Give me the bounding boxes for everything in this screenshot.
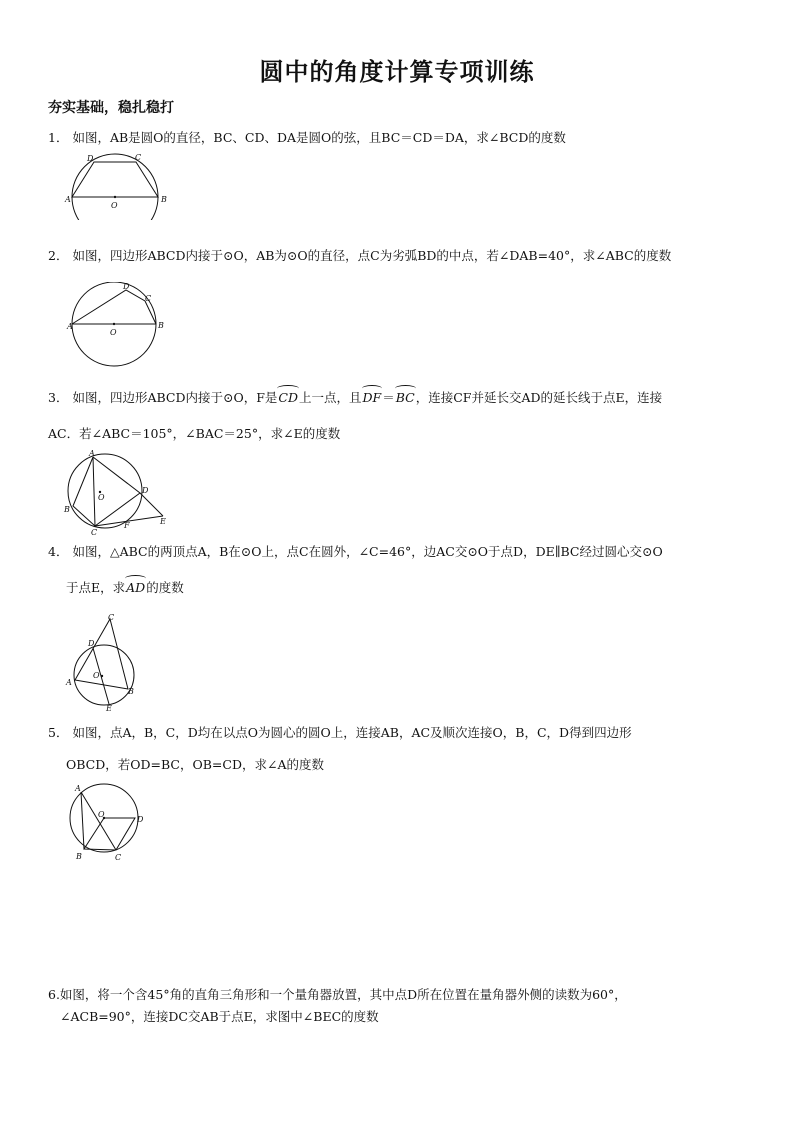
figure-q3	[60, 450, 175, 540]
question-text-part: ，连接CF并延长交AD的延长线于点E，连接	[415, 390, 663, 405]
label-b: B	[128, 687, 134, 696]
arc-label: AD	[126, 580, 146, 595]
question-number: 2．	[48, 248, 69, 263]
label-c: C	[91, 528, 98, 537]
label-a: A	[65, 195, 71, 204]
question-number: 3．	[48, 390, 69, 405]
label-e: E	[106, 704, 112, 712]
label-f: F	[124, 521, 130, 530]
question-text-line2: OBCD，若OD=BC，OB=CD，求∠A的度数	[66, 757, 324, 772]
question-text: 如图，AB是圆O的直径，BC、CD、DA是圆O的弦，且BC＝CD＝DA，求∠BCD的度数	[72, 130, 566, 145]
question-text: 6.如图，将一个含45°角的直角三角形和一个量角器放置，其中点D所在位置在量角器外侧的读数为60°，	[48, 987, 627, 1002]
label-d: D	[88, 639, 95, 648]
label-o: O	[93, 671, 100, 680]
figure-q1	[60, 150, 170, 220]
figure-q5	[64, 780, 154, 865]
question-text-part: 于点E，求	[66, 580, 126, 595]
label-b: B	[64, 505, 70, 514]
label-o: O	[98, 493, 105, 502]
label-e: E	[160, 517, 166, 526]
arc-label: DF	[362, 390, 382, 405]
question-text: 如图，△ABC的两顶点A，B在⊙O上，点C在圆外，∠C=46°，边AC交⊙O于点D，DE∥BC经过圆心交⊙O	[72, 544, 663, 559]
question-text-part: 上一点，且	[298, 390, 362, 405]
arc-label: CD	[278, 390, 298, 405]
figure-q4	[62, 612, 152, 712]
question-5	[48, 725, 758, 773]
question-text-line2: AC．若∠ABC＝105°，∠BAC＝25°，求∠E的度数	[48, 426, 341, 441]
label-b: B	[158, 321, 164, 330]
question-text: 如图，四边形ABCD内接于⊙O，AB为⊙O的直径，点C为劣弧BD的中点，若∠DAB=40°，求∠ABC的度数	[72, 248, 672, 263]
label-a: A	[75, 784, 81, 793]
label-a: A	[89, 450, 95, 458]
question-2	[48, 248, 748, 264]
label-b: B	[161, 195, 167, 204]
label-b: B	[76, 852, 82, 861]
label-o: O	[98, 810, 105, 819]
label-o: O	[110, 328, 117, 337]
label-c: C	[145, 294, 152, 303]
label-d: D	[87, 154, 94, 163]
question-number: 5．	[48, 725, 69, 740]
question-text-line2: ∠ACB=90°，连接DC交AB于点E，求图中∠BEC的度数	[60, 1009, 379, 1024]
question-text-part: 如图，四边形ABCD内接于⊙O，F是	[72, 390, 278, 405]
question-number: 1．	[48, 130, 69, 145]
label-c: C	[115, 853, 122, 862]
label-c: C	[108, 613, 115, 622]
label-a: A	[66, 678, 72, 687]
label-d: D	[142, 486, 149, 495]
question-number: 4．	[48, 544, 69, 559]
equals-sign: ＝	[382, 390, 395, 405]
question-3	[48, 390, 758, 442]
question-1	[48, 130, 748, 146]
section-heading: 夯实基础，稳扎稳打	[48, 100, 174, 116]
label-a: A	[67, 322, 73, 331]
question-text-part: 的度数	[146, 580, 184, 595]
question-text: 如图，点A，B，C，D均在以点O为圆心的圆O上，连接AB，AC及顺次连接O，B，C，D得到四边形	[72, 725, 632, 740]
page-title: 圆中的角度计算专项训练	[259, 58, 535, 86]
question-text-line2	[66, 580, 758, 596]
figure-q2	[64, 282, 168, 372]
question-4	[48, 544, 758, 596]
label-o: O	[111, 201, 118, 210]
arc-label: BC	[395, 390, 415, 405]
question-6	[48, 987, 768, 1025]
label-c: C	[135, 153, 142, 162]
label-d: D	[137, 815, 144, 824]
label-d: D	[123, 282, 130, 291]
